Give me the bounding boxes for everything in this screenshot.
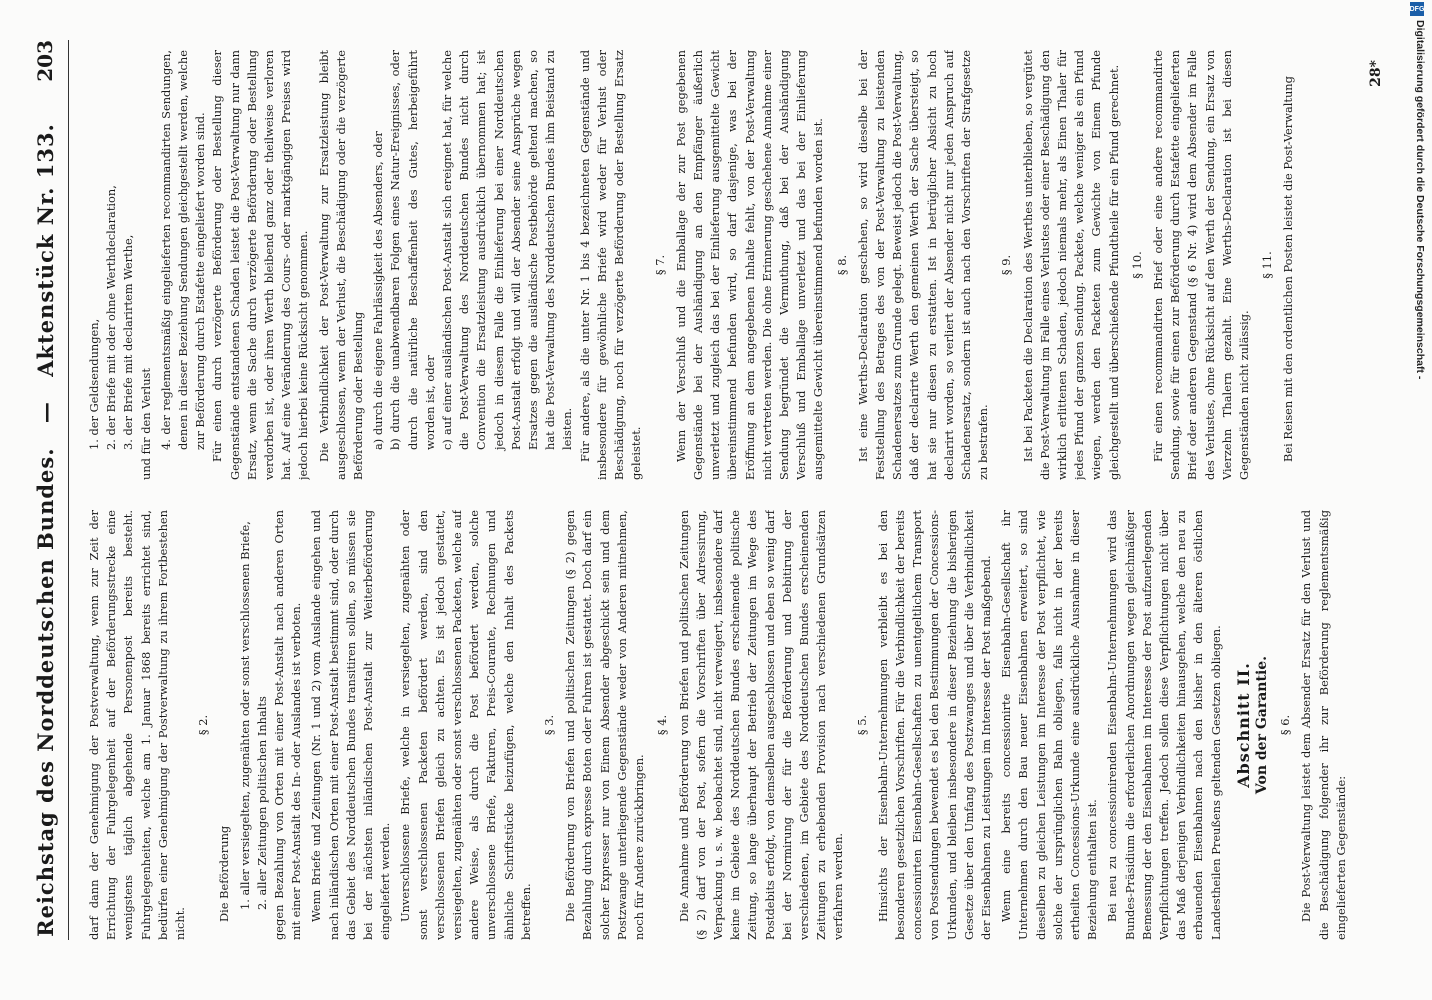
list-item: 2. der Briefe mit oder ohne Werthdeclaration, xyxy=(104,185,119,450)
section-heading: § 4. xyxy=(655,714,670,736)
right-text-column xyxy=(86,50,1372,480)
paragraph: Für einen recommandirten Brief oder eine andere recommandirte Sendung, sowie für einen zur Beförderung durch Estafette eingelieferten Brief oder anderen Gegenstand (§ 6 Nr. 4) wird dem Absender im Falle des Verlustes, ohne Rücksicht auf den Werth der Sendung, ein Ersatz von Vierzehn Thalern gezahlt. Eine Werths-Declaration ist bei diesen Gegenständen nicht zulässig. xyxy=(1150,50,1251,480)
title-dash: — xyxy=(32,401,58,424)
chapter-subheading: Von der Garantie. xyxy=(1254,655,1270,795)
signature-mark: 28* xyxy=(1368,60,1384,87)
list-item: c) auf einer ausländischen Post-Anstalt sich ereignet hat, für welche die Post-Verwaltung des Norddeutschen Bundes nicht durch Convention die Ersatzleistung ausdrücklich übernommen hat; ist jedoch in diesem Falle die Einlieferung bei einer Norddeutschen Post-Anstalt erfolgt und will der Absender seine Ansprüche wegen Ersatzes gegen die ausländische Postbehörde geltend machen, so hat die Post-Verwaltung des Norddeutschen Bundes ihm Beistand zu leisten. xyxy=(440,50,575,450)
section-heading: § 5. xyxy=(854,714,869,736)
section-heading: § 8. xyxy=(834,254,849,276)
paragraph: Für einen durch verzögerte Beförderung oder Bestellung dieser Gegenstände entstandenen Schaden leistet die Post-Verwaltung nur dann Ersatz, wenn die Sache durch verzögerte Beförderung oder Bestellung verdorben ist, oder ihren Werth bleibend ganz oder theilweise verloren hat. Auf eine Veränderung des Cours- oder marktgängigen Preises wird jedoch hierbei keine Rücksicht genommen. xyxy=(210,50,311,480)
paragraph: Für andere, als die unter Nr. 1 bis 4 bezeichneten Gegenstände und insbesondere für gewöhnliche Briefe wird weder für Verlust oder Beschädigung, noch für verzögerte Beförderung oder Bestellung Ersatz geleistet. xyxy=(577,50,644,480)
list-item: 4. der reglementsmäßig eingelieferten recommandirten Sendungen, denen in dieser Beziehung Sendungen gleichgestellt werden, welche zur Beförderung durch Estafette eingeliefert worden sind. xyxy=(158,50,208,450)
section-heading: § 3. xyxy=(542,714,557,736)
paragraph: Die Post-Verwaltung leistet dem Absender Ersatz für den Verlust und die Beschädigung folgender ihr zur Beförderung reglementsmäßig eingelieferten Gegenstände: xyxy=(1299,510,1348,940)
paragraph: und für den Verlust xyxy=(138,368,153,480)
paragraph: Die Beförderung von Briefen und politischen Zeitungen (§ 2) gegen Bezahlung durch expresse Boten oder Fuhren ist gestattet. Doch darf ein solcher Expresser nur von Einem Absender abgeschickt sein und dem Postzwange unterliegende Gegenstände weder von Anderen mitnehmen, noch für Andere zurückbringen. xyxy=(563,510,647,940)
paragraph: darf dann der Genehmigung der Postverwaltung, wenn zur Zeit der Errichtung der Fuhrgelegenheit auf der Beförderungsstrecke eine wenigstens täglich abgehende Personenpost bereits besteht. Fuhrgelegenheiten, welche am 1. Januar 1868 bereits errichtet sind, bedürfen einer Genehmigung der Postverwaltung zu ihrem Fortbestehen nicht. xyxy=(87,510,188,940)
running-title xyxy=(33,120,58,940)
list-item: 3. der Briefe mit declarirtem Werthe, xyxy=(121,234,136,450)
paragraph: Ist eine Werths-Declaration geschehen, so wird dieselbe bei der Feststellung des Betrages des von der Post-Verwaltung zu leistenden Schadenersatzes zum Grunde gelegt. Beweist jedoch die Post-Verwaltung, daß der declarirte Werth den gemeinen Werth der Sache übersteigt, so hat sie nur diesen zu erstatten. Ist in betrüglicher Absicht zu hoch declarirt worden, so verliert der Absender nicht nur jeden Anspruch auf Schadenersatz, sondern ist auch nach den Vorschriften der Strafgesetze zu bestrafen. xyxy=(855,50,991,480)
list-item: 1. der Geldsendungen, xyxy=(87,318,101,450)
title-left: Reichstag des Norddeutschen Bundes. xyxy=(32,447,58,937)
paragraph: Wenn Briefe und Zeitungen (Nr. 1 und 2) vom Auslande eingehen und nach inländischen Orten mit einer Post-Anstalt bestimmt sind, oder durch das Gebiet des Norddeutschen Bundes transitiren sollen, so müssen sie bei der nächsten inländischen Post-Anstalt zur Weiterbeförderung eingeliefert werden. xyxy=(309,510,393,940)
section-heading: § 6. xyxy=(1278,714,1293,736)
list-item: 2. aller Zeitungen politischen Inhalts xyxy=(254,696,269,910)
paragraph: Ist bei Packeten die Declaration des Werthes unterblieben, so vergütet die Post-Verwaltung im Falle eines Verlustes oder einer Beschädigung den wirklich erlittenen Schaden, jedoch niemals mehr, als Einen Thaler für jedes Pfund der ganzen Sendung. Packete, welche weniger als ein Pfund wiegen, werden den Packeten zum Gewichte von Einem Pfunde gleichgestellt und überschießende Pfundtheile für ein Pfund gerechnet. xyxy=(1020,50,1121,480)
list-item: b) durch die unabwendbaren Folgen eines Natur-Ereignisses, oder durch die natürliche Beschaffenheit des Gutes, herbeigeführt worden ist, oder xyxy=(388,50,437,450)
section-heading: § 2. xyxy=(196,714,211,736)
paragraph: Bei neu zu concessionirenden Eisenbahn-Unternehmungen wird das Bundes-Präsidium die erforderlichen Anordnungen wegen gleichmäßiger Bemessung der den Eisenbahnen im Interesse der Post aufzuerlegenden Verpflichtungen treffen. Jedoch sollen diese Verpflichtungen nicht über das Maß derjenigen Verbindlichkeiten hinausgehen, welche den neu zu erbauenden Eisenbahnen nach den bisher in den älteren östlichen Landestheilen Preußens geltenden Gesetzen obliegen. xyxy=(1105,510,1223,940)
paragraph: Wenn eine bereits concessionirte Eisenbahn-Gesellschaft ihr Unternehmen durch den Bau neuer Eisenbahnen erweitert, so sind dieselben zu gleichen Leistungen im Interesse der Post verpflichtet, wie solche der ursprünglichen Bahn obliegen, falls nicht in der bereits ertheilten Concessions-Urkunde eine ausdrückliche Ausnahme in dieser Beziehung enthalten ist. xyxy=(999,510,1100,940)
paragraph: Unverschlossene Briefe, welche in versiegelten, zugenähten oder sonst verschlossenen Packeten befördert werden, sind den verschlossenen Briefen gleich zu achten. Es ist jedoch gestattet, versiegelten, zugenähten oder sonst verschlossenen Packeten, welche auf andere Weise, als durch die Post befördert werden, solche unverschlossene Briefe, Fakturen, Preis-Courante, Rechnungen und ähnliche Schriftstücke beizufügen, welche den Inhalt des Packets betreffen. xyxy=(398,510,533,940)
list-item: a) durch die eigene Fahrlässigkeit des Absenders, oder xyxy=(371,131,386,450)
page-number: 203 xyxy=(33,40,57,82)
page-header xyxy=(22,40,69,940)
paragraph: gegen Bezahlung von Orten mit einer Post-Anstalt nach anderen Orten mit einer Post-Anstalt des In- oder Auslandes ist verboten. xyxy=(272,510,304,940)
section-heading: § 9. xyxy=(999,254,1014,276)
paragraph: Die Beförderung xyxy=(217,825,232,922)
digitization-credit xyxy=(1404,0,1430,1000)
dfg-logo-icon: DFG xyxy=(1410,2,1424,16)
section-heading: § 10. xyxy=(1129,251,1144,279)
credit-text: Digitalisierung gefördert durch die Deutsche Forschungsgemeinschaft - xyxy=(1414,20,1426,380)
section-heading: § 7. xyxy=(652,254,667,276)
paragraph: Bei Reisen mit den ordentlichen Posten leistet die Post-Verwaltung xyxy=(1281,76,1296,462)
title-right: Aktenstück Nr. 133. xyxy=(32,123,58,377)
paragraph: Die Verbindlichkeit der Post-Verwaltung zur Ersatzleistung bleibt ausgeschlossen, wenn der Verlust, die Beschädigung oder die verzögerte Beförderung oder Bestellung xyxy=(316,50,366,480)
section-heading: § 11. xyxy=(1260,251,1275,279)
paragraph: Die Annahme und Beförderung von Briefen und politischen Zeitungen (§ 2) darf von der Post, sofern die Vorschriften über Adressirung, Verpackung u. s. w. beobachtet sind, nicht verweigert, insbesondere darf keine im Gebiete des Norddeutschen Bundes erscheinende politische Zeitung, so lange überhaupt der Betrieb der Zeitungen im Wege des Postdebits erfolgt, von demselben ausgeschlossen und eben so wenig darf bei der Normirung der für die Beförderung und Debitirung der verschiedenen, im Gebiete des Norddeutschen Bundes erscheinenden Zeitungen zu erhebenden Provision nach verschiedenen Grundsätzen verfahren werden. xyxy=(676,510,846,940)
left-text-column xyxy=(86,510,1372,940)
list-item: 1. aller versiegelten, zugenähten oder sonst verschlossenen Briefe, xyxy=(237,521,252,910)
paragraph: Wenn der Verschluß und die Emballage der zur Post gegebenen Gegenstände bei der Aushändigung an den Empfänger äußerlich unverletzt und zugleich das bei der Einlieferung ausgemittelte Gewicht übereinstimmend befunden wird, so darf dasjenige, was bei der Eröffnung an dem angegebenen Inhalte fehlt, von der Post-Verwaltung nicht vertreten werden. Die ohne Erinnerung geschehene Annahme einer Sendung begründet die Vermuthung, daß bei der Aushändigung Verschluß und Emballage unverletzt und das bei der Einlieferung ausgemittelte Gewicht übereinstimmend befunden worden ist. xyxy=(673,50,826,480)
paragraph: Hinsichts der Eisenbahn-Unternehmungen verbleibt es bei den besonderen gesetzlichen Vorschriften. Für die Verbindlichkeit der bereits concessionirten Eisenbahn-Gesellschaften zu unentgeltlichem Transport von Postsendungen bewendet es bei den Bestimmungen der Concessions-Urkunden, und bleiben insbesondere in dieser Beziehung die bisherigen Gesetze über den Umfang des Postzwanges und über die Verbindlichkeit der Eisenbahnen zu Leistungen im Interesse der Post maßgebend. xyxy=(875,510,993,940)
chapter-heading: Abschnitt II. xyxy=(1233,662,1253,788)
